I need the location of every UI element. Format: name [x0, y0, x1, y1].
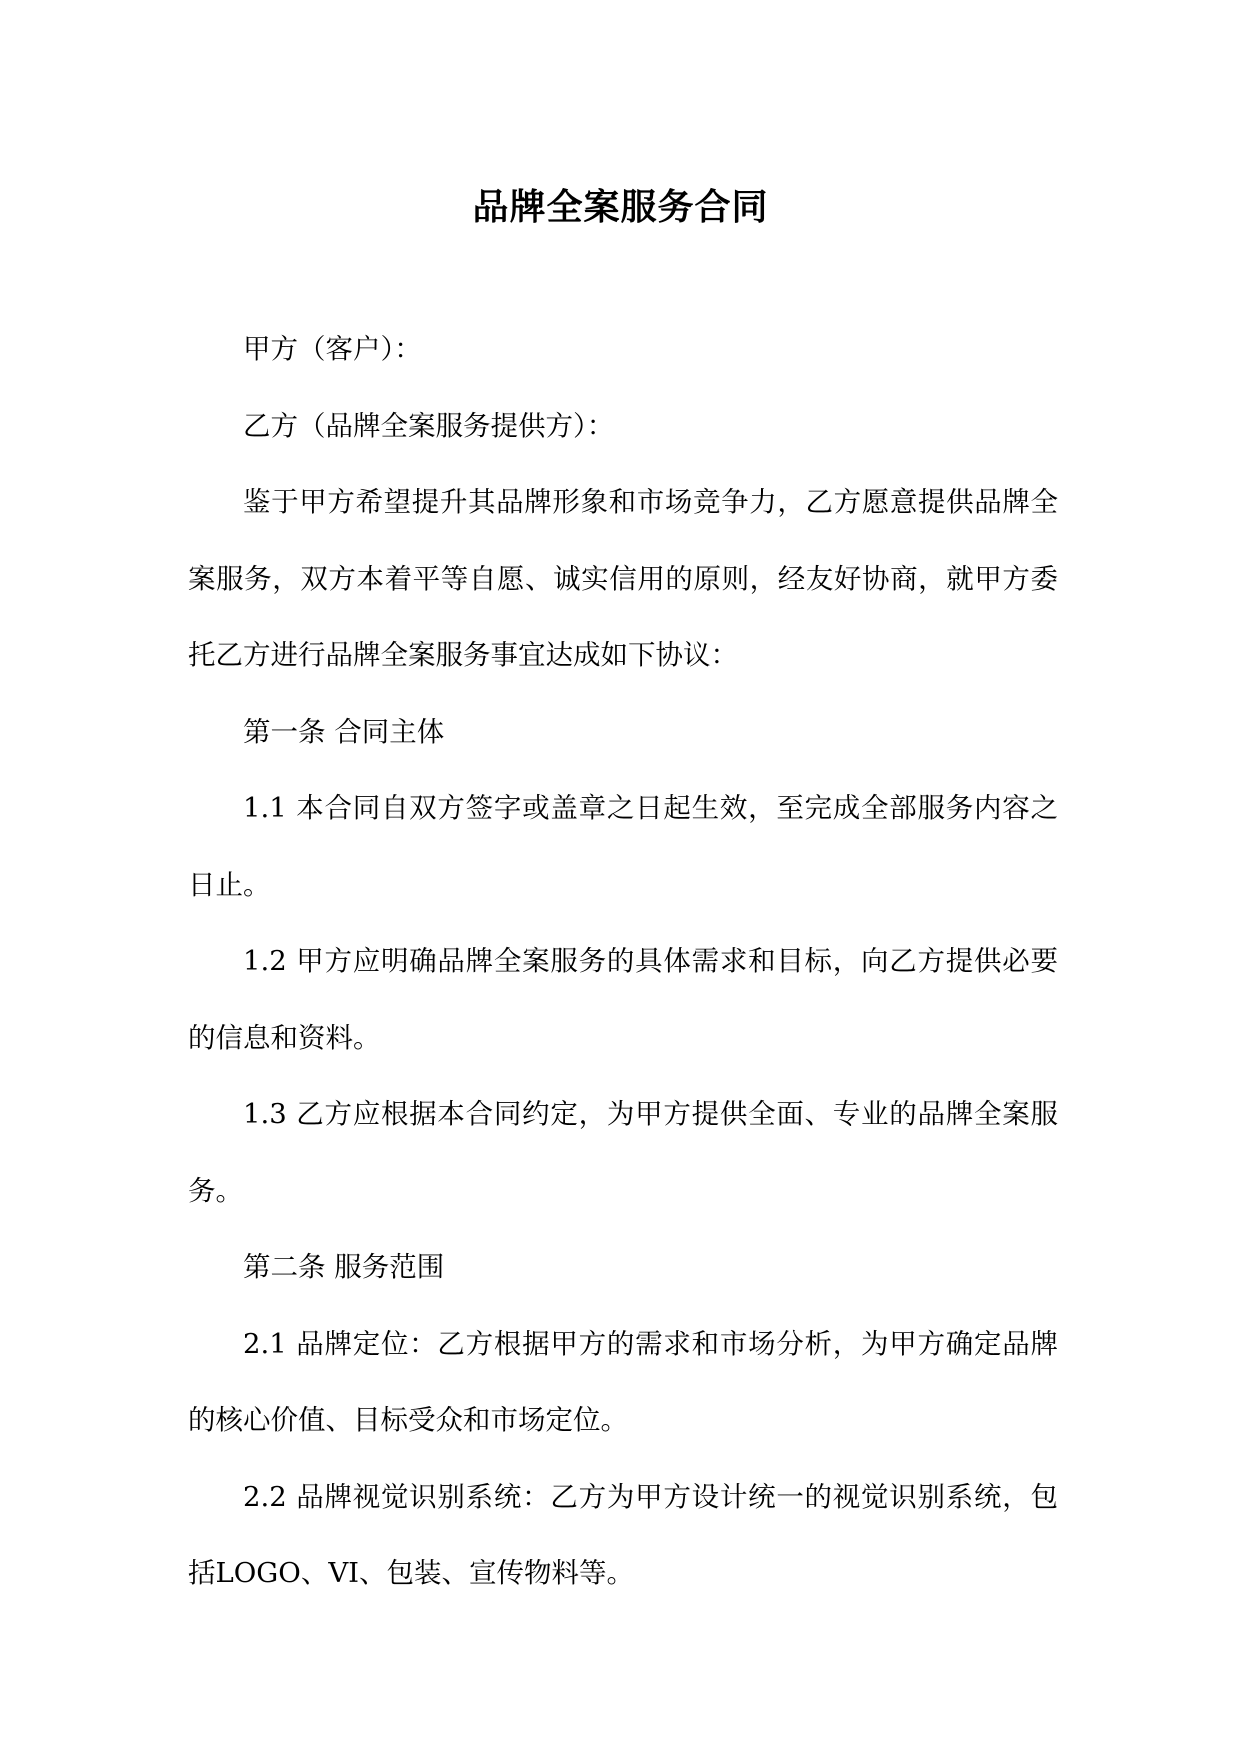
party-b-line: 乙方（品牌全案服务提供方）： [243, 409, 615, 442]
clause-2-1: 2.1 品牌定位：乙方根据甲方的需求和市场分析，为甲方确定品牌的核心价值、目标受众和市场定位。 [188, 1327, 1058, 1436]
preamble-paragraph: 鉴于甲方希望提升其品牌形象和市场竞争力，乙方愿意提供品牌全案服务，双方本着平等自愿、诚实信用的原则，经友好协商，就甲方委托乙方进行品牌全案服务事宜达成如下协议： [188, 486, 1058, 671]
document-body [188, 311, 1058, 1612]
clause-1-2: 1.2 甲方应明确品牌全案服务的具体需求和目标，向乙方提供必要的信息和资料。 [188, 945, 1058, 1054]
clause-1-1: 1.1 本合同自双方签字或盖章之日起生效，至完成全部服务内容之日止。 [188, 792, 1058, 901]
clause-1-3: 1.3 乙方应根据本合同约定，为甲方提供全面、专业的品牌全案服务。 [188, 1098, 1058, 1207]
document-title: 品牌全案服务合同 [472, 187, 769, 228]
article-2-heading: 第二条 服务范围 [243, 1251, 445, 1283]
party-a-line: 甲方（客户）： [243, 333, 422, 365]
article-1-heading: 第一条 合同主体 [243, 715, 445, 748]
clause-2-2: 2.2 品牌视觉识别系统：乙方为甲方设计统一的视觉识别系统，包括LOGO、VI、包装、宣传物料等。 [188, 1480, 1058, 1589]
